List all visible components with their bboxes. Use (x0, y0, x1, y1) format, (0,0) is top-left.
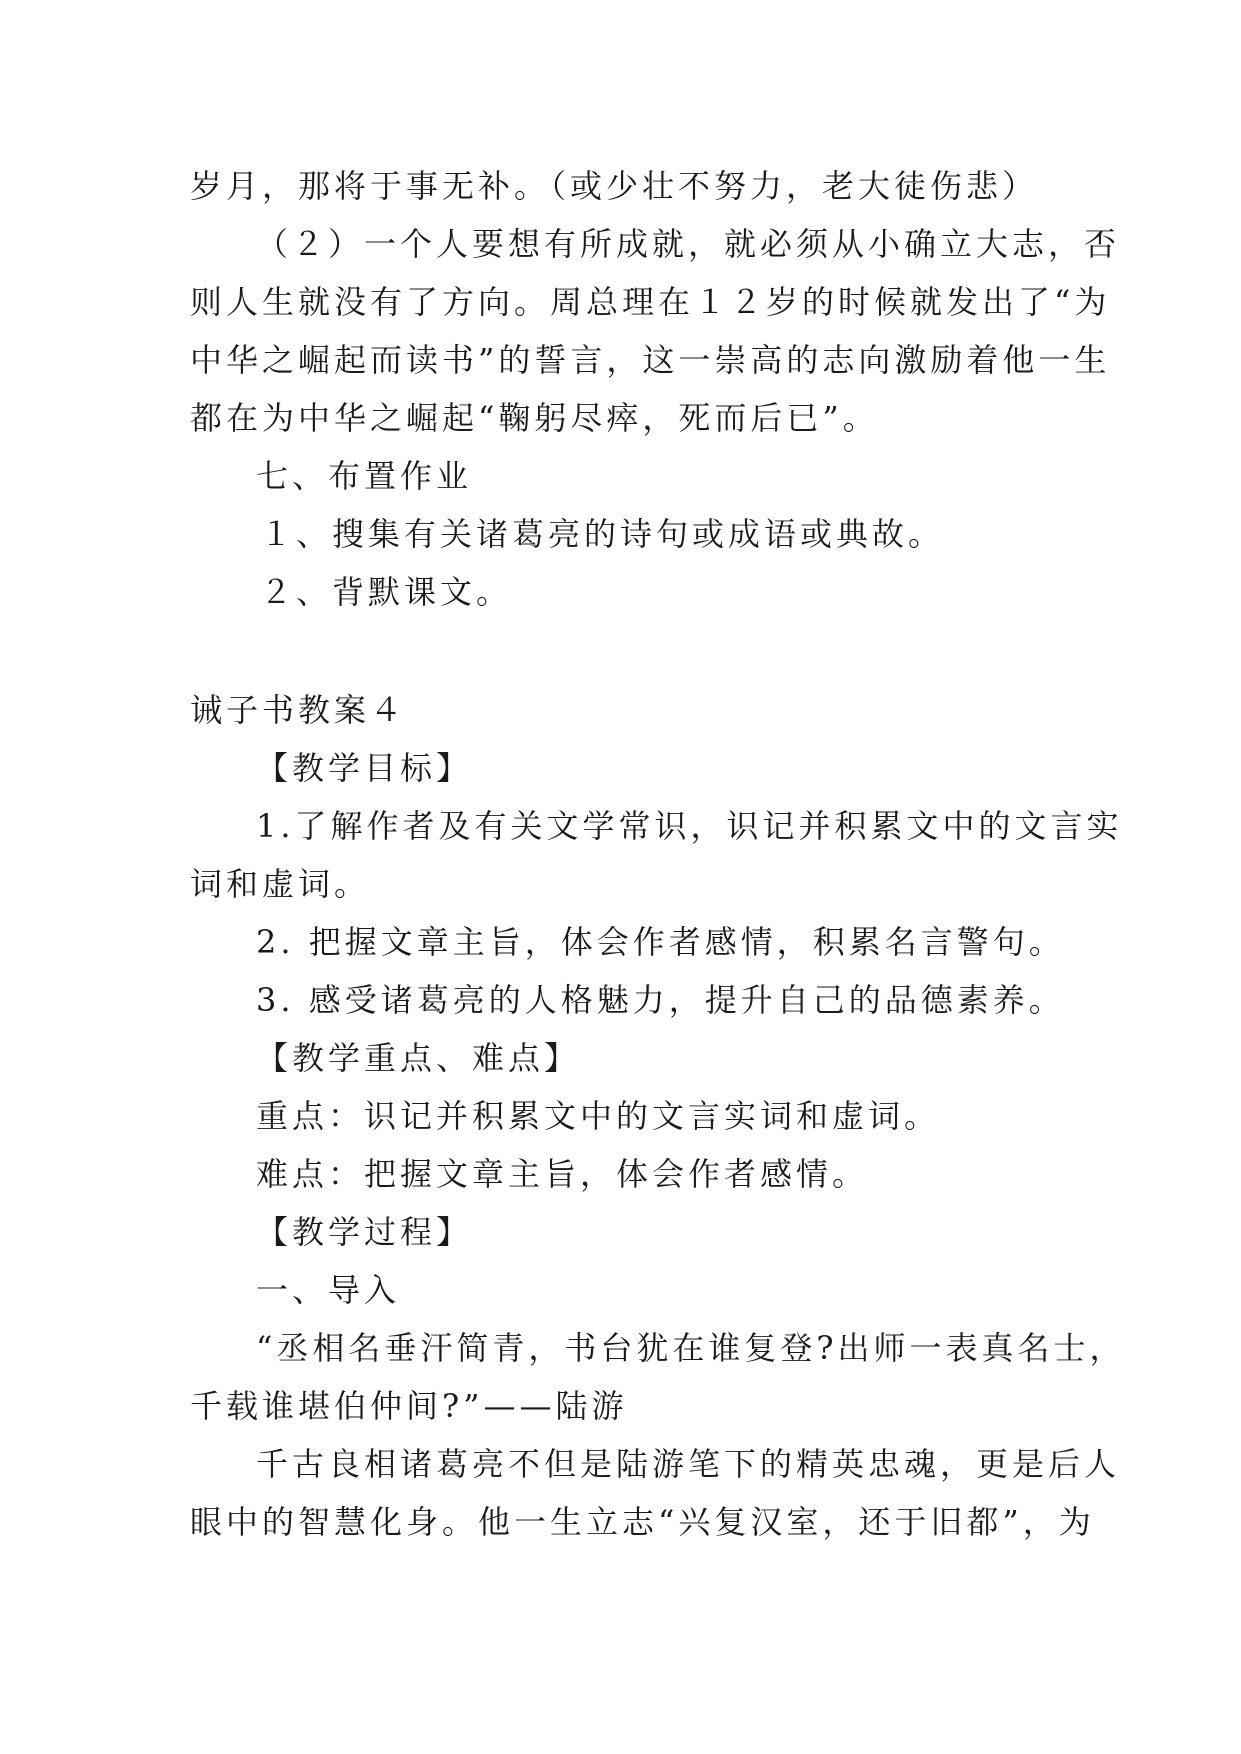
text-line: 2. 把握文章主旨，体会作者感情，积累名言警句。 (256, 923, 1065, 961)
text-line: 则人生就没有了方向。周总理在１２岁的时候就发出了“为 (190, 283, 1111, 321)
section-heading: 【教学目标】 (256, 749, 473, 787)
list-item: ２、背默课文。 (260, 573, 513, 611)
section-heading: 【教学重点、难点】 (256, 1039, 581, 1077)
text-line: 千载谁堪伯仲间?”——陆游 (190, 1387, 628, 1425)
section-heading: 七、布置作业 (256, 457, 473, 495)
text-line: “丞相名垂汗简青，书台犹在谁复登?出师一表真名士， (256, 1329, 1126, 1367)
section-heading: 【教学过程】 (256, 1213, 473, 1251)
text-line: 重点：识记并积累文中的文言实词和虚词。 (256, 1097, 941, 1135)
text-line: 中华之崛起而读书”的誓言，这一崇高的志向激励着他一生 (190, 341, 1111, 379)
text-line: 眼中的智慧化身。他一生立志“兴复汉室，还于旧都”，为 (190, 1503, 1095, 1541)
text-line: 1.了解作者及有关文学常识，识记并积累文中的文言实 (256, 807, 1123, 845)
text-line: 难点：把握文章主旨，体会作者感情。 (256, 1155, 869, 1193)
text-line: 3. 感受诸葛亮的人格魅力，提升自己的品德素养。 (256, 981, 1065, 1019)
text-line: （２）一个人要想有所成就，就必须从小确立大志，否 (256, 225, 1121, 263)
section-heading: 一、导入 (256, 1271, 401, 1309)
list-item: １、搜集有关诸葛亮的诗句或成语或典故。 (260, 515, 945, 553)
text-line: 千古良相诸葛亮不但是陆游笔下的精英忠魂，更是后人 (256, 1445, 1121, 1483)
text-line: 词和虚词。 (190, 865, 371, 903)
text-line: 岁月，那将于事无补。（或少壮不努力，老大徒伤悲） (190, 167, 1039, 205)
document-title: 诫子书教案４ (190, 691, 407, 729)
text-line: 都在为中华之崛起“鞠躬尽瘁，死而后已”。 (190, 399, 879, 437)
